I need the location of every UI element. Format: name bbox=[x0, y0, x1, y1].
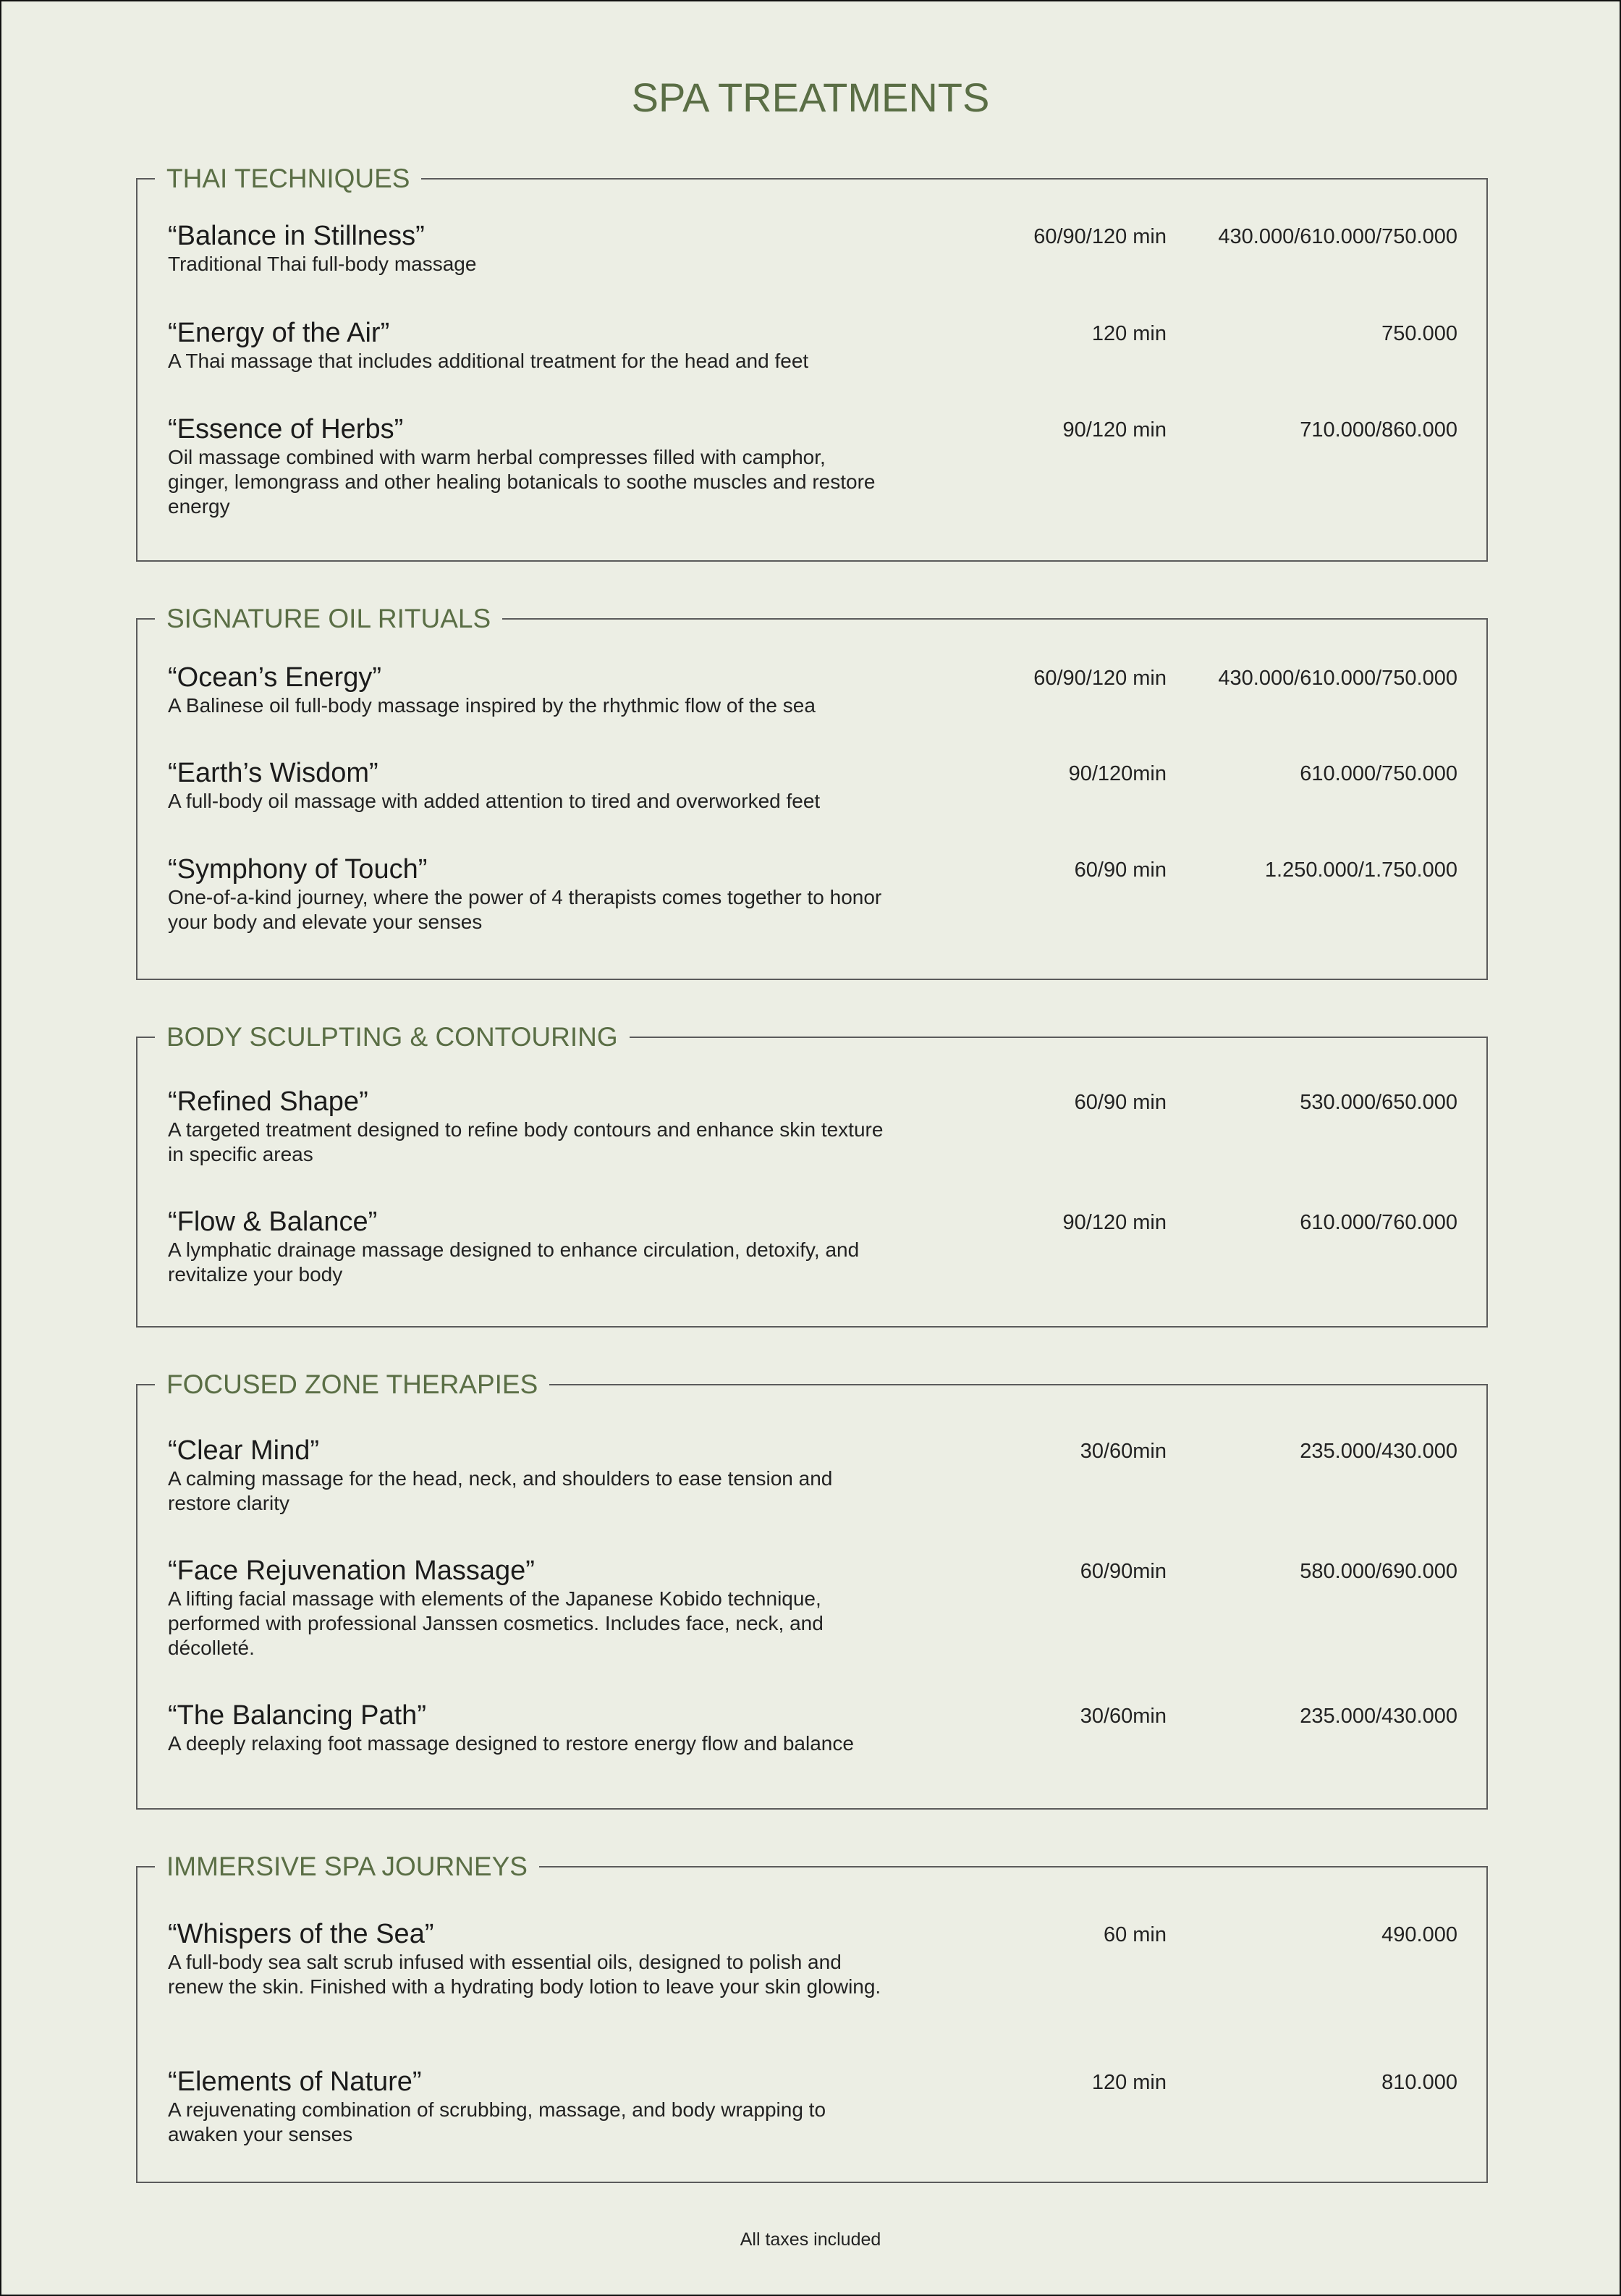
treatment-price: 1.250.000/1.750.000 bbox=[1264, 858, 1457, 882]
treatment-duration: 30/60min bbox=[1080, 1705, 1167, 1728]
section-immersive-spa-journeys bbox=[136, 1852, 1488, 2183]
treatment-price: 610.000/760.000 bbox=[1300, 1211, 1457, 1234]
treatment-name: “The Balancing Path” bbox=[168, 1700, 426, 1731]
treatment-name: “Refined Shape” bbox=[168, 1086, 368, 1117]
treatment-description: A calming massage for the head, neck, and shoulders to ease tension and restore clarity bbox=[168, 1467, 833, 1514]
treatment-name: “Face Rejuvenation Massage” bbox=[168, 1556, 535, 1586]
treatment-price: 750.000 bbox=[1381, 322, 1457, 345]
section-heading: BODY SCULPTING & CONTOURING bbox=[155, 1019, 630, 1055]
treatment-duration: 60/90 min bbox=[1074, 858, 1167, 882]
treatment-price: 235.000/430.000 bbox=[1300, 1705, 1457, 1728]
treatment-price: 430.000/610.000/750.000 bbox=[1218, 225, 1457, 248]
section-heading: THAI TECHNIQUES bbox=[155, 161, 421, 197]
treatment-description: Traditional Thai full-body massage bbox=[168, 253, 477, 275]
treatment-duration: 90/120min bbox=[1068, 762, 1167, 785]
section-heading: SIGNATURE OIL RITUALS bbox=[155, 601, 502, 637]
treatment-name: “Whispers of the Sea” bbox=[168, 1919, 434, 1949]
treatment-duration: 60/90 min bbox=[1074, 1091, 1167, 1114]
treatment-name: “Earth’s Wisdom” bbox=[168, 758, 378, 788]
treatment-description: A lifting facial massage with elements of the Japanese Kobido technique, performed with professional Janssen cosmetics. Includes face, neck, and décolleté. bbox=[168, 1587, 824, 1659]
treatment-price: 235.000/430.000 bbox=[1300, 1440, 1457, 1463]
treatment-duration: 30/60min bbox=[1080, 1440, 1167, 1463]
treatment-name: “Symphony of Touch” bbox=[168, 854, 428, 885]
treatment-name: “Elements of Nature” bbox=[168, 2067, 422, 2097]
section-focused-zone-therapies bbox=[136, 1369, 1488, 1810]
treatment-duration: 90/120 min bbox=[1062, 418, 1167, 442]
treatment-name: “Balance in Stillness” bbox=[168, 221, 425, 251]
section-heading: IMMERSIVE SPA JOURNEYS bbox=[155, 1849, 539, 1885]
treatment-duration: 60/90min bbox=[1080, 1560, 1167, 1583]
treatment-price: 610.000/750.000 bbox=[1300, 762, 1457, 785]
treatment-name: “Energy of the Air” bbox=[168, 318, 390, 348]
section-signature-oil-rituals bbox=[136, 604, 1488, 980]
treatment-description: A full-body oil massage with added attention to tired and overworked feet bbox=[168, 790, 821, 812]
treatment-duration: 120 min bbox=[1091, 322, 1167, 345]
treatment-price: 580.000/690.000 bbox=[1300, 1560, 1457, 1583]
page-title: SPA TREATMENTS bbox=[631, 75, 990, 120]
treatment-name: “Essence of Herbs” bbox=[168, 414, 404, 444]
taxes-note: All taxes included bbox=[740, 2229, 881, 2250]
treatment-duration: 120 min bbox=[1091, 2071, 1167, 2094]
treatment-price: 710.000/860.000 bbox=[1300, 418, 1457, 442]
treatment-name: “Ocean’s Energy” bbox=[168, 662, 381, 693]
treatment-price: 810.000 bbox=[1381, 2071, 1457, 2094]
treatment-description: A lymphatic drainage massage designed to enhance circulation, detoxify, and revitalize your body bbox=[168, 1238, 860, 1286]
treatment-duration: 60/90/120 min bbox=[1033, 667, 1167, 690]
treatment-description: One-of-a-kind journey, where the power of 4 therapists comes together to honor your body and elevate your senses bbox=[168, 886, 882, 933]
treatment-description: A deeply relaxing foot massage designed to restore energy flow and balance bbox=[168, 1732, 854, 1755]
treatment-price: 490.000 bbox=[1381, 1923, 1457, 1946]
treatment-price: 430.000/610.000/750.000 bbox=[1218, 667, 1457, 690]
treatment-duration: 90/120 min bbox=[1062, 1211, 1167, 1234]
treatment-duration: 60/90/120 min bbox=[1033, 225, 1167, 248]
treatment-description: Oil massage combined with warm herbal compresses filled with camphor, ginger, lemongrass and other healing botanicals to soothe muscles and restore energy bbox=[168, 446, 876, 518]
section-heading: FOCUSED ZONE THERAPIES bbox=[155, 1367, 549, 1403]
treatment-duration: 60 min bbox=[1103, 1923, 1167, 1946]
section-thai-techniques bbox=[136, 164, 1488, 562]
treatment-description: A full-body sea salt scrub infused with essential oils, designed to polish and renew the skin. Finished with a hydrating body lotion to leave your skin glowing. bbox=[168, 1951, 881, 1998]
treatment-description: A Thai massage that includes additional treatment for the head and feet bbox=[168, 350, 809, 372]
treatment-description: A targeted treatment designed to refine body contours and enhance skin texture in specific areas bbox=[168, 1118, 884, 1165]
treatment-description: A rejuvenating combination of scrubbing, massage, and body wrapping to awaken your senses bbox=[168, 2098, 826, 2145]
section-body-sculpting bbox=[136, 1022, 1488, 1328]
treatment-name: “Clear Mind” bbox=[168, 1435, 320, 1466]
treatment-price: 530.000/650.000 bbox=[1300, 1091, 1457, 1114]
treatment-description: A Balinese oil full-body massage inspired by the rhythmic flow of the sea bbox=[168, 694, 816, 717]
treatment-name: “Flow & Balance” bbox=[168, 1207, 378, 1237]
